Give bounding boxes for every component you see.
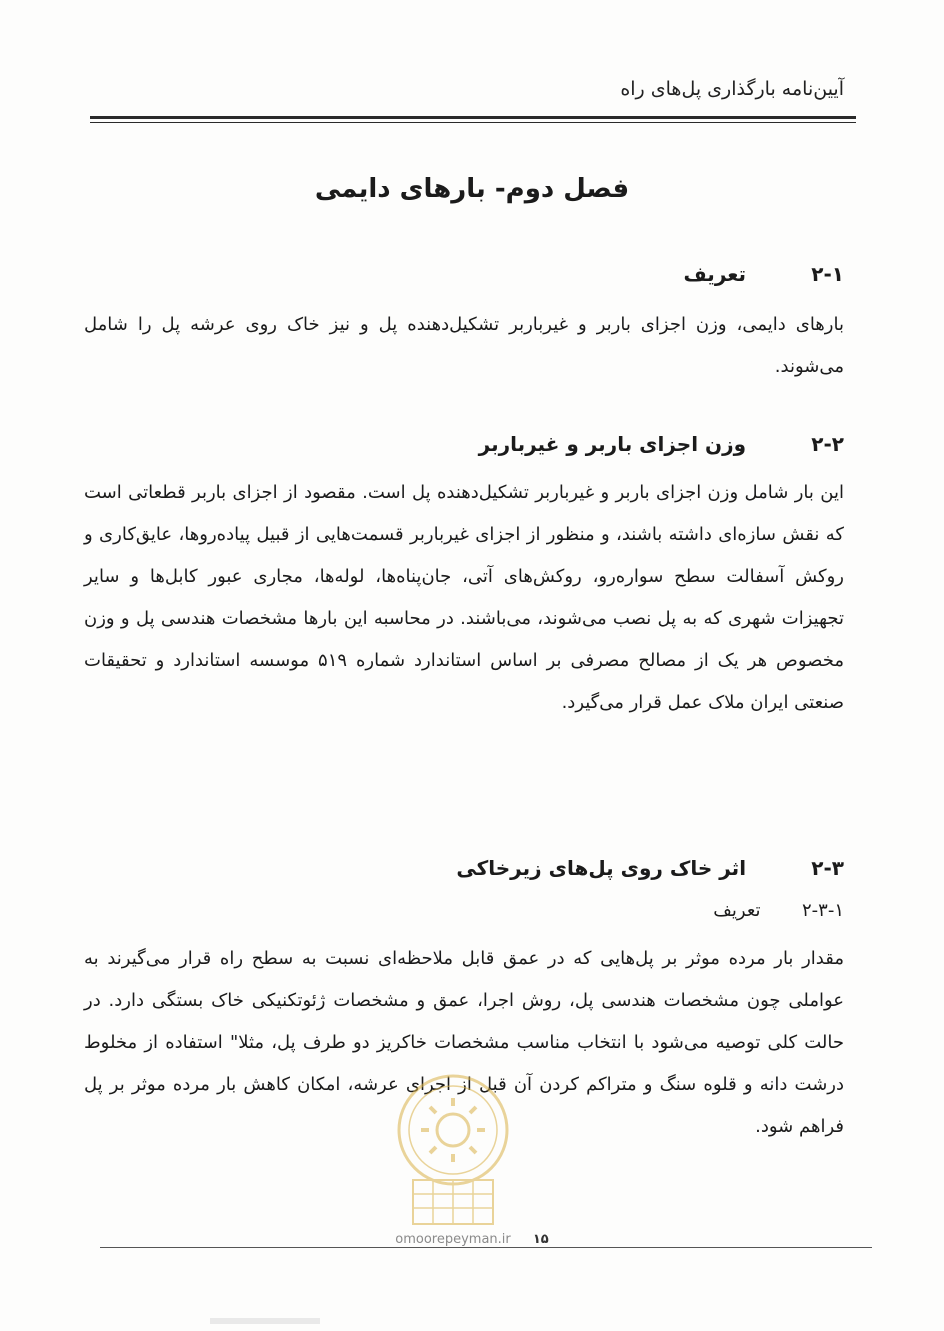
footer-url: omoorepeyman.ir xyxy=(389,1232,516,1247)
section-number: ۲-۱ xyxy=(811,262,844,286)
section-paragraph-2-2: این بار شامل وزن اجزای باربر و غیرباربر تشکیل‌دهنده پل است. مقصود از اجزای باربر قطعاتی است که نقش سازه‌ای داشته باشند، و منظور از اجزای غیرباربر قسمت‌هایی از قبیل پیاده‌روها، عایق‌کاری و روکش آسفالت سطح سواره‌رو، روکش‌های آتی، جان‌پناه‌ها، لوله‌ها، مجاری عبور کابل‌ها و سایر تجهیزات شهری که به پل نصب می‌شوند، می‌باشند. در محاسبه این بارها مشخصات هندسی پل و وزن مخصوص هر یک از مصالح مصرفی بر اساس استاندارد شماره ۵۱۹ موسسه استاندارد و تحقیقات صنعتی ایران ملاک عمل قرار می‌گیرد. xyxy=(84,482,844,713)
section-paragraph-2-1: بارهای دایمی، وزن اجزای باربر و غیرباربر تشکیل‌دهنده پل و نیز خاک روی عرشه پل را شامل می‌شوند. xyxy=(84,314,844,377)
header-rule-thin xyxy=(90,122,856,123)
subsection-number: ۲-۳-۱ xyxy=(802,900,844,921)
subsection-title: تعریف xyxy=(713,900,761,921)
section-title: اثر خاک روی پل‌های زیرخاکی xyxy=(456,856,747,880)
running-header xyxy=(90,78,844,118)
section-title: تعریف xyxy=(683,262,747,286)
page-number: ۱۵ xyxy=(527,1232,555,1247)
footer-rule xyxy=(100,1247,872,1248)
chapter-title: فصل دوم- بارهای دایمی xyxy=(314,174,630,204)
subsection-heading-2-3-1 xyxy=(713,900,844,921)
footer xyxy=(0,1232,944,1247)
section-heading-2-1 xyxy=(683,262,844,286)
subsection-paragraph-2-3-1: مقدار بار مرده موثر بر پل‌هایی که در عمق قابل ملاحظه‌ای نسبت به سطح راه قرار می‌گیرند به عواملی چون مشخصات هندسی پل، روش اجرا، عمق و مشخصات ژئوتکنیکی خاک بستگی دارد. در حالت کلی توصیه می‌شود با انتخاب مناسب مشخصات خاکریز دو طرف پل، مثلا" استفاده از مخلوط درشت دانه و قلوه سنگ و متراکم کردن آن قبل از اجرای عرشه، امکان کاهش بار مرده موثر بر پل فراهم شود. xyxy=(84,948,844,1137)
section-number: ۲-۳ xyxy=(811,856,844,880)
scan-smudge xyxy=(210,1318,320,1324)
section-title: وزن اجزای باربر و غیرباربر xyxy=(478,432,747,456)
running-header-title: آیین‌نامه بارگذاری پل‌های راه xyxy=(620,78,844,100)
section-heading-2-2 xyxy=(479,432,844,456)
section-heading-2-3 xyxy=(456,856,844,880)
header-rule-thick xyxy=(90,116,856,119)
section-number: ۲-۲ xyxy=(811,432,844,456)
